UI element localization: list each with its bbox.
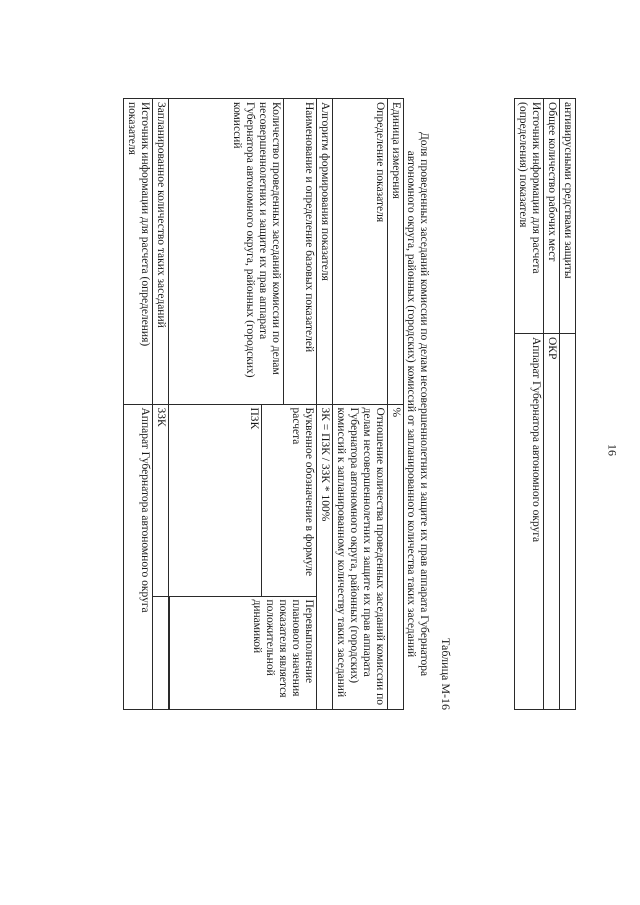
definition-label: Определение показателя — [333, 99, 388, 405]
row-value — [560, 334, 576, 710]
table-row — [124, 99, 153, 710]
table-caption: Таблица М-16 — [439, 638, 453, 710]
table-row — [333, 99, 388, 710]
held-sessions-symbol: ПЗК — [170, 405, 262, 597]
continued-table — [514, 98, 576, 710]
unit-value: % — [388, 404, 404, 710]
planned-sessions-label: Запланированное количество таких заседаний — [153, 99, 169, 405]
page-number: 16 — [605, 444, 620, 456]
held-sessions-label: Количество проведенных заседаний комиссии по делам несовершеннолетних и защите их прав аппарата Губернатора автономного округа, районных (городских) комиссий — [169, 99, 283, 405]
indicator-table-m16 — [124, 98, 431, 710]
table-row — [388, 99, 404, 710]
table-row — [515, 99, 544, 710]
row-value: Аппарат Губернатора автономного округа — [515, 334, 544, 710]
planned-sessions-blank — [154, 596, 169, 709]
table-title-row — [404, 99, 431, 710]
planned-sessions-symbol: ЗЗК — [154, 405, 169, 597]
table-row — [317, 99, 333, 710]
table-row — [283, 99, 316, 710]
definition-value: Отношение количества проведенных заседаний комиссии по делам несовершеннолетних и защите их прав аппарата Губернатора автономного округа, районных (городских) комиссий к запланированному количеству таких заседаний — [333, 404, 388, 710]
table-row — [153, 99, 169, 710]
algorithm-label: Алгоритм формирования показателя — [317, 99, 333, 405]
planned-sessions-cell — [153, 404, 169, 710]
unit-label: Единица измерения — [388, 99, 404, 405]
row-label: антивирусными средствами защиты — [560, 99, 576, 334]
table-title: Доля проведенных заседаний комиссии по делам несовершеннолетних и защите их прав аппарата Губернатора автономного округа, районных (городских) комиссий от запланированного количества таких заседаний — [404, 99, 431, 710]
row-label: Общее количество рабочих мест — [544, 99, 560, 334]
row-label: Источник информации для расчета (определения) показателя — [515, 99, 544, 334]
letter-notation-header: Буквенное обозначение в формуле расчета — [262, 405, 316, 597]
algorithm-value: ЗК = ПЗК / ЗЗК * 100% — [317, 404, 333, 710]
source-label: Источник информации для расчета (определения) показателя — [124, 99, 153, 405]
table-row — [560, 99, 576, 710]
positive-dynamics-note: Перевыполнение планового значения показателя является положительной динамикой — [170, 596, 316, 709]
base-indicators-label: Наименование и определение базовых показателей — [283, 99, 316, 405]
base-indicators-subtable — [169, 404, 317, 710]
source-value: Аппарат Губернатора автономного округа — [124, 404, 153, 710]
table-row — [544, 99, 560, 710]
row-value: ОКР — [544, 334, 560, 710]
